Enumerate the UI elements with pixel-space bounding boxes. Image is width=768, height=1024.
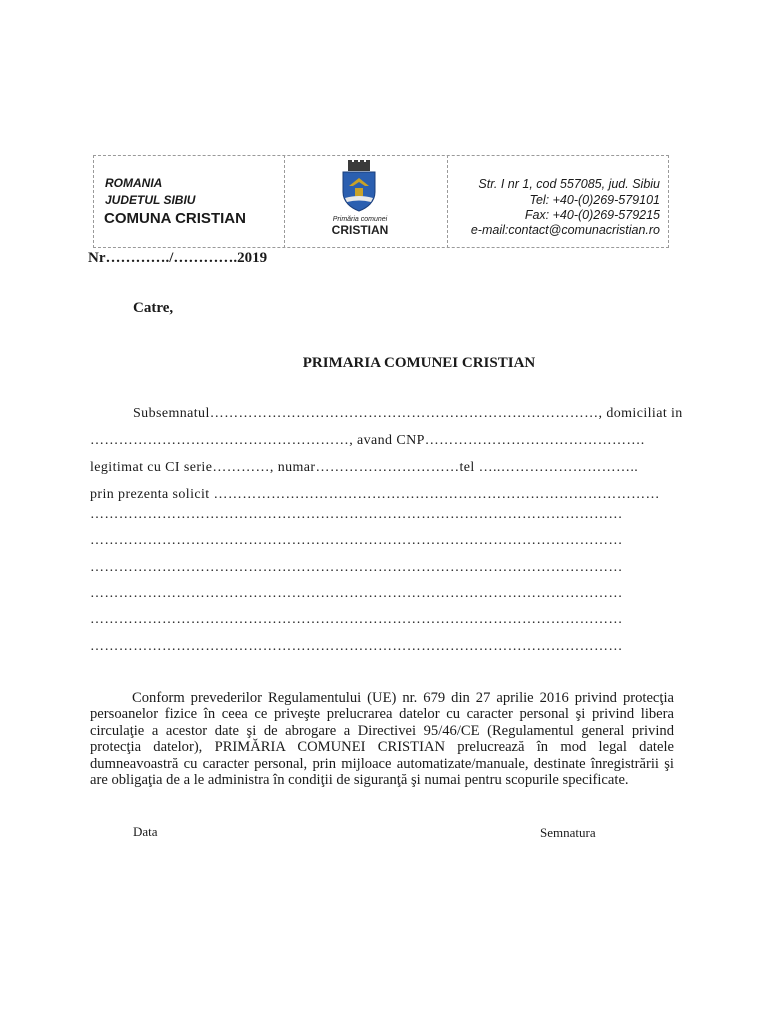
- form-line-cnp[interactable]: [90, 433, 670, 449]
- label-solicit: prin prezenta solicit: [90, 487, 210, 502]
- label-cnp: , avand CNP: [349, 433, 425, 448]
- name-field[interactable]: ………………………………………………………………………: [209, 406, 599, 421]
- signature-label: Semnatura: [540, 825, 596, 840]
- request-line-3[interactable]: …………………………………………………………………………………………………: [90, 560, 623, 575]
- request-line-6[interactable]: …………………………………………………………………………………………………: [90, 639, 623, 654]
- commune-crest-icon: [339, 160, 379, 212]
- header-address: Str. I nr 1, cod 557085, jud. Sibiu: [478, 177, 660, 191]
- header-commune: COMUNA CRISTIAN: [104, 210, 246, 227]
- form-line-id[interactable]: [90, 460, 670, 476]
- ci-number-field[interactable]: …………………………: [315, 460, 460, 475]
- request-line-1[interactable]: …………………………………………………………………………………………………: [90, 507, 623, 522]
- header-country: ROMANIA: [105, 176, 163, 190]
- header-divider-right: [447, 155, 448, 248]
- registration-number: Nr…………./………….2019: [88, 250, 268, 266]
- header-email: e-mail:contact@comunacristian.ro: [470, 223, 660, 237]
- recipient-title: PRIMARIA COMUNEI CRISTIAN: [302, 355, 536, 371]
- date-label: Data: [133, 824, 158, 839]
- header-divider-left: [284, 155, 285, 248]
- form-line-request[interactable]: [90, 487, 674, 503]
- header-tel: Tel: +40-(0)269-579101: [529, 193, 660, 207]
- logo-name: CRISTIAN: [331, 223, 389, 237]
- header-fax: Fax: +40-(0)269-579215: [524, 208, 660, 222]
- logo-caption: Primăria comunei: [332, 216, 388, 223]
- request-line-2[interactable]: …………………………………………………………………………………………………: [90, 533, 623, 548]
- request-line-5[interactable]: …………………………………………………………………………………………………: [90, 612, 623, 627]
- address-field[interactable]: ………………………………………………: [90, 433, 350, 448]
- label-subsemnatul: Subsemnatul: [133, 406, 210, 421]
- label-numar: , numar: [269, 460, 316, 475]
- phone-field[interactable]: …..………………………..: [478, 460, 639, 475]
- gdpr-notice: [90, 690, 674, 788]
- label-ci-serie: legitimat cu CI serie: [90, 460, 213, 475]
- request-field[interactable]: …………………………………………………………………………………: [213, 487, 660, 502]
- form-line-name[interactable]: [133, 406, 683, 422]
- label-tel: tel: [459, 460, 475, 475]
- salutation: Catre,: [133, 300, 174, 316]
- cnp-field[interactable]: ……………………………………….: [424, 433, 645, 448]
- ci-serie-field[interactable]: …………: [212, 460, 270, 475]
- request-line-4[interactable]: …………………………………………………………………………………………………: [90, 586, 623, 601]
- label-domiciliat: , domiciliat in: [598, 406, 683, 421]
- header-county: JUDETUL SIBIU: [105, 193, 196, 207]
- gdpr-text: Conform prevederilor Regulamentului (UE) nr. 679 din 27 aprilie 2016 privind protecţia persoanelor fizice în ceea ce priveşte prelucrarea datelor cu caracter personal şi privind libera circulaţie a acestor date şi de abrogare a Directivei 95/46/CE (Regulamentul general privind protecţia datelor), PRIMĂRIA COMUNEI CRISTIAN prelucrează în mod legal datele dumneavoastră cu caracter personal, prin mijloace automatizate/manuale, destinate înregistrării şi are obligaţia de a le administra în condiţii de siguranţă şi numai pentru scopurile specificate.: [90, 690, 674, 789]
